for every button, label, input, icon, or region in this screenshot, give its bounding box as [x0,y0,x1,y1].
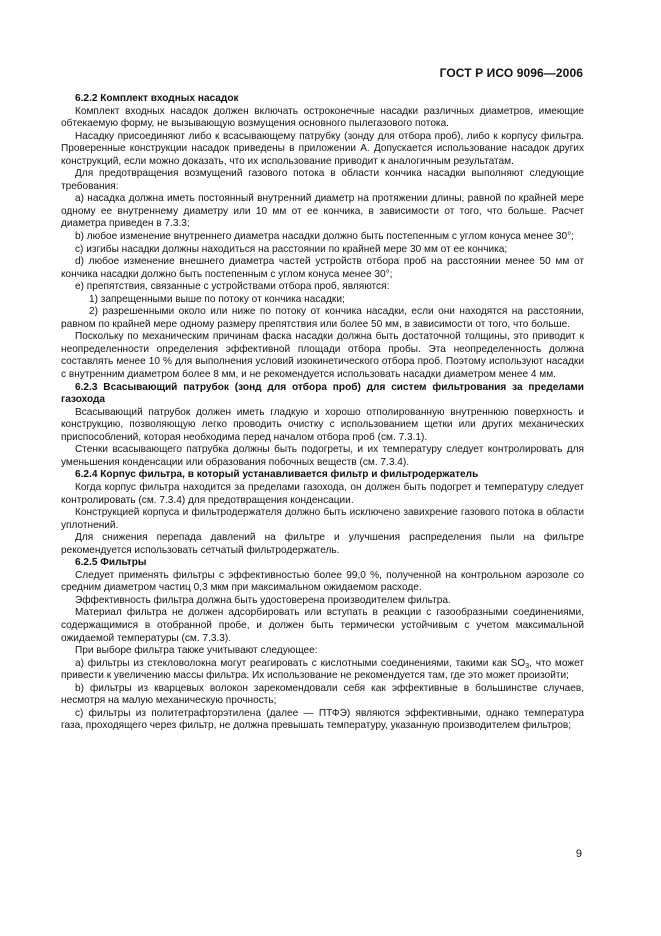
list-item-c: c) фильтры из политетрафторэтилена (далее — ПТФЭ) являются эффективными, однако температура газа, проходящего через фильтр, не должна превышать температуру, указанную производителем фильтров; [61,707,584,732]
section-heading-6-2-5: 6.2.5 Фильтры [75,557,147,569]
paragraph: Эффективность фильтра должна быть удостоверена производителем фильтра. [75,594,451,606]
list-item-e: e) препятствия, связанные с устройствами отбора проб, являются: [75,281,390,293]
list-item-text: , что может привести к увеличению массы фильтра. Их использование не рекомендуется там, где это может произойти; [61,657,584,682]
section-heading-6-2-3: 6.2.3 Всасывающий патрубок (зонд для отбора проб) для систем фильтрования за пределами газохода [61,381,584,406]
section-heading-6-2-2: 6.2.2 Комплект входных насадок [75,93,239,104]
paragraph: Для предотвращения возмущений газового потока в области кончика насадки выполняют следующие требования: [61,168,584,192]
paragraph: Материал фильтра не должен адсорбировать или вступать в реакции с газообразными соединениями, содержащимися в отобранной пробе, и должен быть термически устойчивым с учетом максимальной ожидаемой температуры (см. 7.3.3). [61,607,584,644]
list-item-text: a) фильтры из стекловолокна могут реагировать с кислотными соединениями, такими как SO [75,657,526,669]
paragraph: Стенки всасывающего патрубка должны быть подогреты, и их температуру следует контролировать для уменьшения конденсации или образования побочных веществ (см. 7.3.4). [61,444,584,468]
list-item-c: c) изгибы насадки должны находиться на расстоянии по крайней мере 30 мм от ее кончика; [75,243,508,255]
paragraph: Поскольку по механическим причинам фаска насадки должна быть достаточной толщины, это приводит к неопределенности определения эффективной площади отбора пробы. Эта неопределенность должна составлять менее 10 % для выполнения условий изокинетического отбора проб. Поэтому используют насадки с внутренним диаметром более 8 мм, и не рекомендуется использовать насадки диаметром менее 4 мм. [61,331,584,381]
page-number: 9 [575,848,582,860]
section-heading-6-2-4: 6.2.4 Корпус фильтра, в который устанавливается фильтр и фильтродержатель [75,469,479,481]
paragraph: Насадку присоединяют либо к всасывающему патрубку (зонду для отбора проб), либо к корпусу фильтра. Проверенные конструкции насадок приведены в приложении А. Допускается использование насадок других конструкций, если можно доказать, что их использование приводит к аналогичным результатам. [61,130,584,167]
document-body [61,93,584,733]
subscript: 3 [525,662,530,670]
sublist-item-1: 1) запрещенными выше по потоку от кончика насадки; [89,293,345,305]
paragraph: Всасывающий патрубок должен иметь гладкую и хорошо отполированную внутреннюю поверхность и конструкцию, позволяющую легко проводить очистку с использованием щетки или других механических приспособлений, которая необходима перед началом отбора проб (см. 7.3.1). [61,406,584,443]
document-header: ГОСТ Р ИСО 9096—2006 [439,66,583,80]
paragraph: Конструкцией корпуса и фильтродержателя должно быть исключено завихрение газового потока в области уплотнений. [61,507,584,531]
paragraph: Когда корпус фильтра находится за пределами газохода, он должен быть подогрет и температуру следует контролировать (см. 7.3.4) для предотвращения конденсации. [61,481,584,506]
list-item-b: b) фильтры из кварцевых волокон зарекомендовали себя как эффективные в большинстве случаев, несмотря на малую механическую прочность; [61,682,584,707]
list-item-b: b) любое изменение внутреннего диаметра насадки должно быть постепенным с углом конуса менее 30°; [75,231,574,243]
paragraph: При выборе фильтра также учитывают следующее: [75,645,318,657]
list-item-d: d) любое изменение внешнего диаметра частей устройств отбора проб на расстоянии менее 50 мм от кончика насадки должно быть постепенным с углом конуса менее 30°; [61,256,584,280]
paragraph: Для снижения перепада давлений на фильтре и улучшения распределения пыли на фильтре рекомендуется использовать сетчатый фильтродержатель. [61,532,584,556]
list-item-a: a) насадка должна иметь постоянный внутренний диаметр на протяжении длины, равной по крайней мере одному ее внутреннему диаметру или 10 мм от ее кончика, в зависимости от того, что больше. Расчет диаметра приведен в 7.3.3; [61,193,584,230]
list-item-a [61,658,584,683]
paragraph: Комплект входных насадок должен включать остроконечные насадки различных диаметров, имеющие обтекаемую форму, не вызывающую возмущения основного пылегазового потока. [61,105,584,130]
sublist-item-2: 2) разрешенными около или ниже по потоку от кончика насадки, если они находятся на расстоянии, равном по крайней мере одному размеру препятствия или более 50 мм, в зависимости от того, что больше. [61,306,584,330]
paragraph: Следует применять фильтры с эффективностью более 99,0 %, полученной на контрольном аэрозоле со средним диаметром частиц 0,3 мкм при максимальном ожидаемом расходе. [61,569,584,594]
